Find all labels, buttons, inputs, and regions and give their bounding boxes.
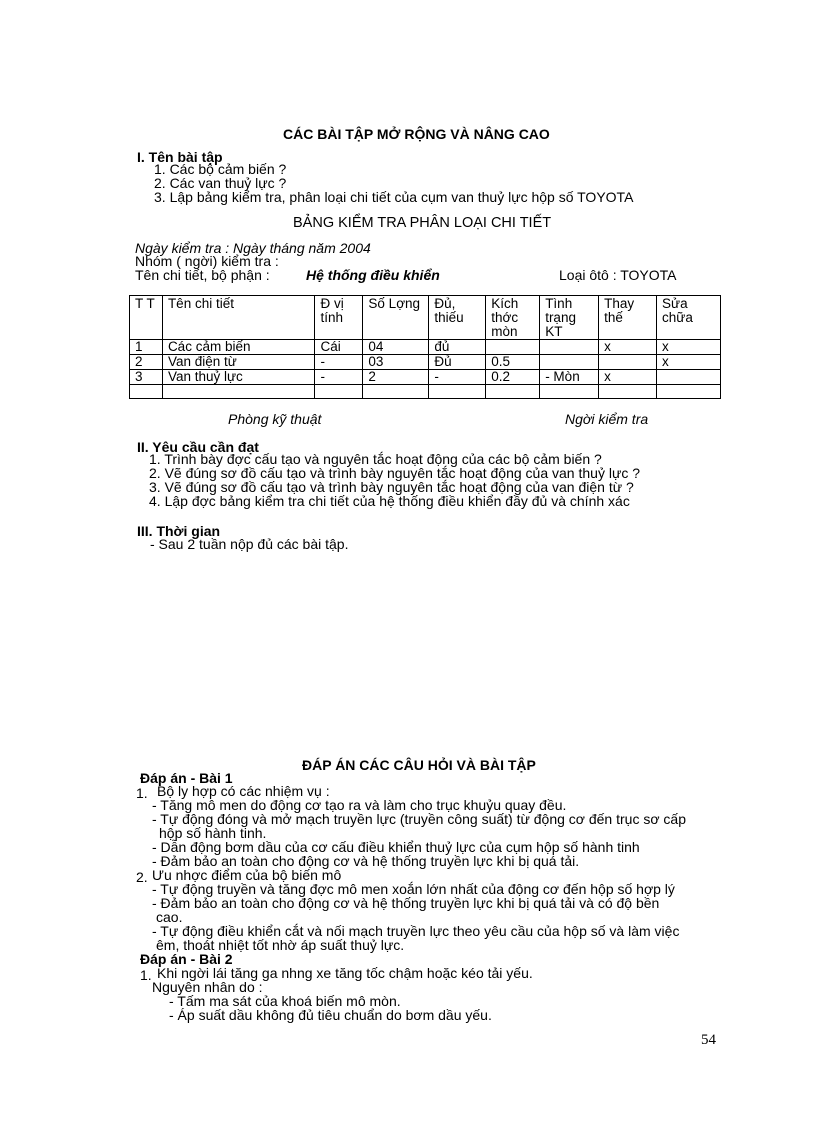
answer-line: - Tự động điều khiển cắt và nối mạch truyền lực theo yêu cầu của hộp số và làm việc: [152, 923, 680, 939]
inspection-group: Nhóm ( ngời) kiểm tra :: [135, 253, 279, 269]
answer-line: êm, thoát nhiệt tốt nhờ áp suất thuỷ lực.: [156, 937, 405, 953]
table-cell: 0.2: [486, 370, 540, 385]
table-cell: [657, 370, 721, 385]
table-cell: 1: [130, 340, 163, 355]
answer-2-q1-number: 1.: [140, 967, 152, 983]
table-row: [130, 385, 721, 399]
header-cell: Đ vị tính: [315, 296, 363, 340]
sign-left: Phòng kỹ thuật: [228, 411, 322, 427]
table-cell: [486, 340, 540, 355]
answer-2-q1-text: Khi ngời lái tăng ga nhng xe tăng tốc chậm hoặc kéo tải yếu.: [157, 965, 533, 981]
table-cell: [363, 385, 429, 399]
header-cell: Sửa chữa: [657, 296, 721, 340]
table-cell: [429, 385, 486, 399]
section-1-item: 2. Các van thuỷ lực ?: [154, 175, 287, 191]
table-cell: 0.5: [486, 355, 540, 370]
answer-1-heading: Đáp án - Bài 1: [140, 770, 233, 786]
section-2-item: 2. Vẽ đúng sơ đồ cấu tạo và trình bày nguyên tắc hoạt động của van thuỷ lực ?: [149, 465, 640, 481]
answer-line: cao.: [156, 909, 183, 925]
part-label: Tên chi tiết, bộ phận :: [135, 267, 270, 283]
answer-1-q2-text: Ưu nhợc điểm của bộ biến mô: [152, 867, 342, 883]
table-title: BẢNG KIỂM TRA PHÂN LOẠI CHI TIẾT: [293, 215, 552, 231]
answer-1-q1-text: Bộ ly hợp có các nhiệm vụ :: [157, 783, 330, 799]
table-cell: x: [599, 370, 657, 385]
table-cell: x: [657, 340, 721, 355]
table-row: [130, 340, 721, 355]
car-type: Loại ôtô : TOYOTA: [559, 267, 677, 283]
inspection-table: [129, 295, 721, 399]
answer-2-cause: Nguyên nhân do :: [152, 979, 263, 995]
section-2-item: 1. Trình bày đợc cấu tạo và nguyên tắc hoạt động của các bộ cảm biến ?: [149, 451, 602, 467]
table-cell: [599, 355, 657, 370]
header-cell: T T: [130, 296, 163, 340]
table-cell: x: [657, 355, 721, 370]
section-2-heading: II. Yêu cầu cần đạt: [137, 439, 259, 455]
table-cell: [657, 385, 721, 399]
section-1-item: 1. Các bộ cảm biến ?: [154, 161, 287, 177]
header-cell: Kích thớc mòn: [486, 296, 540, 340]
table-cell: Van điện từ: [162, 355, 315, 370]
table-cell: -: [429, 370, 486, 385]
answer-line: - Đảm bảo an toàn cho động cơ và hệ thống truyền lực khi bị quá tải và có độ bền: [152, 895, 660, 911]
section-3-text: - Sau 2 tuần nộp đủ các bài tập.: [150, 536, 349, 552]
table-cell: -: [315, 370, 363, 385]
table-cell: [315, 385, 363, 399]
answers-title: ĐÁP ÁN CÁC CÂU HỎI VÀ BÀI TẬP: [302, 757, 536, 773]
section-1-item: 3. Lập bảng kiểm tra, phân loại chi tiết của cụm van thuỷ lực hộp số TOYOTA: [154, 189, 634, 205]
answer-1-q1-number: 1.: [136, 785, 148, 801]
header-cell: Số Lợng: [363, 296, 429, 340]
section-3-heading: III. Thời gian: [137, 523, 221, 539]
exercises-title: CÁC BÀI TẬP MỞ RỘNG VÀ NÂNG CAO: [283, 126, 550, 142]
page-number: 54: [701, 1032, 716, 1048]
answer-line: - Tự động truyền và tăng đợc mô men xoắn lớn nhất của động cơ đến hộp số hợp lý: [152, 881, 675, 897]
answer-line: - Đảm bảo an toàn cho động cơ và hệ thống truyền lực khi bị quá tải.: [152, 853, 580, 869]
sign-right: Ngời kiểm tra: [565, 411, 649, 427]
table-row: [130, 370, 721, 385]
table-cell: Van thuỷ lực: [162, 370, 315, 385]
answer-line: - Tăng mô men do động cơ tạo ra và làm cho trục khuỷu quay đều.: [152, 797, 567, 813]
table-cell: [486, 385, 540, 399]
part-value: Hệ thống điều khiển: [306, 267, 440, 283]
answer-line: hộp số hành tinh.: [159, 825, 267, 841]
table-cell: x: [599, 340, 657, 355]
table-row: [130, 355, 721, 370]
table-cell: 03: [363, 355, 429, 370]
table-cell: Các cảm biến: [162, 340, 315, 355]
section-2-item: 3. Vẽ đúng sơ đồ cấu tạo và trình bày nguyên tắc hoạt động của van điện từ ?: [149, 479, 634, 495]
table-cell: [599, 385, 657, 399]
table-cell: đủ: [429, 340, 486, 355]
answer-1-q2-number: 2.: [136, 869, 148, 885]
table-cell: [540, 355, 599, 370]
table-cell: 04: [363, 340, 429, 355]
table-cell: Đủ: [429, 355, 486, 370]
answer-line: - Áp suất dầu không đủ tiêu chuẩn do bơm dầu yếu.: [169, 1007, 492, 1023]
header-cell: Đủ, thiếu: [429, 296, 486, 340]
header-cell: Tình trạng KT: [540, 296, 599, 340]
answer-line: - Tự động đóng và mở mạch truyền lực (truyền công suất) từ động cơ đến trục sơ cấp: [152, 811, 686, 827]
header-cell: Tên chi tiết: [162, 296, 315, 340]
table-cell: 2: [363, 370, 429, 385]
header-cell: Thay thế: [599, 296, 657, 340]
table-cell: [540, 385, 599, 399]
section-1-heading: I. Tên bài tập: [137, 149, 223, 165]
table-cell: [130, 385, 163, 399]
table-cell: - Mòn: [540, 370, 599, 385]
section-2-item: 4. Lập đợc bảng kiểm tra chi tiết của hệ thống điều khiển đầy đủ và chính xác: [149, 493, 630, 509]
table-cell: 3: [130, 370, 163, 385]
table-cell: [162, 385, 315, 399]
table-cell: Cái: [315, 340, 363, 355]
answer-line: - Tấm ma sát của khoá biến mô mòn.: [169, 993, 401, 1009]
table-header-row: [130, 296, 721, 340]
answer-2-heading: Đáp án - Bài 2: [140, 951, 233, 967]
table-cell: 2: [130, 355, 163, 370]
table-cell: [540, 340, 599, 355]
answer-line: - Dẫn động bơm dầu của cơ cấu điều khiển thuỷ lực của cụm hộp số hành tinh: [152, 839, 640, 855]
table-cell: -: [315, 355, 363, 370]
inspection-date: Ngày kiểm tra : Ngày tháng năm 2004: [135, 240, 371, 256]
